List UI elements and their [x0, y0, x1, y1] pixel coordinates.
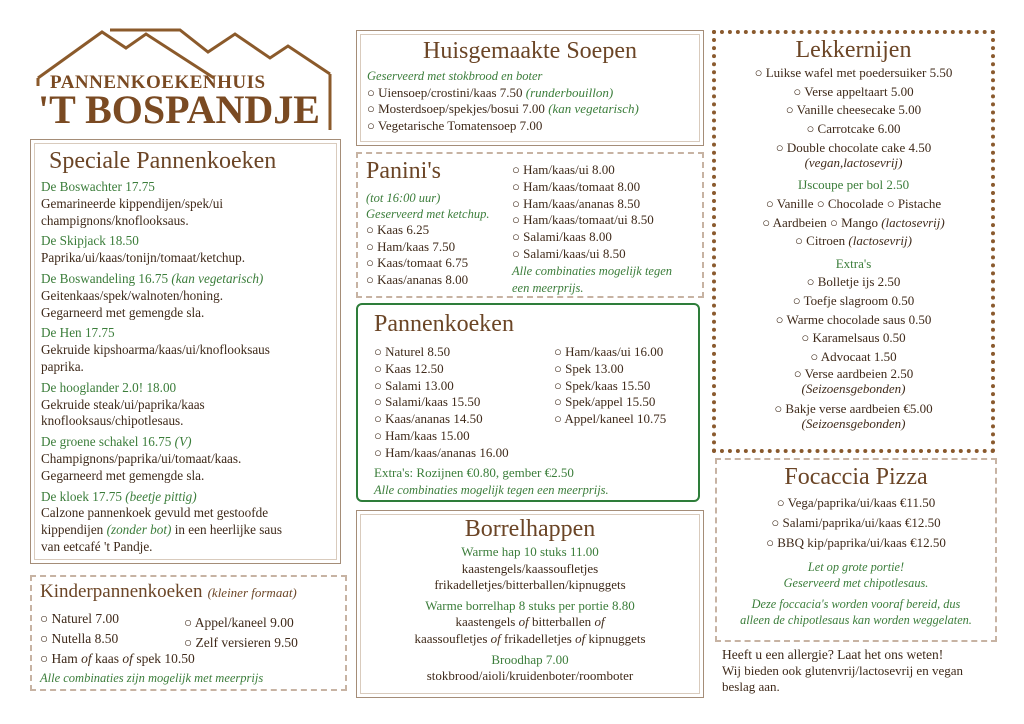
extra-item: ○ Toefje slagroom 0.50 — [792, 292, 915, 308]
dessert-item: ○ Luikse wafel met poedersuiker 5.50 — [754, 65, 953, 80]
kinder-item: ○ Appel/kaneel 9.00 — [184, 615, 294, 630]
item-note: (V) — [174, 434, 192, 450]
item-desc: paprika. — [41, 358, 84, 374]
pannenkoeken-footer: Alle combinaties mogelijk tegen een meerprijs. — [374, 483, 609, 497]
ijs-line: ○ Vanille ○ Chocolade ○ Pistache — [765, 195, 942, 211]
special-kloek — [41, 489, 330, 556]
focaccia-title: Focaccia Pizza — [784, 464, 928, 490]
extra-item: ○ Karamelsaus 0.50 — [801, 330, 906, 346]
pannenkoek-item: ○ Salami 13.00 — [374, 377, 454, 393]
paninis-sub1: (tot 16:00 uur) — [366, 191, 441, 205]
item-desc: champignons/knoflooksaus. — [41, 212, 189, 228]
kinder-panel — [30, 575, 347, 691]
item-name: De groene schakel 16.75 — [41, 434, 172, 450]
soep-item: ○ Vegetarische Tomatensoep 7.00 — [367, 117, 543, 133]
focaccia-note: Let op grote portie! — [807, 560, 905, 574]
lekkernijen-panel — [712, 30, 995, 453]
soep-item: ○ Uiensoep/crostini/kaas 7.50 (runderbouillon) — [367, 84, 614, 100]
extras-title: Extra's — [835, 255, 872, 271]
dessert-item: ○ Carrotcake 6.00 — [806, 120, 901, 136]
logo-line2: 'T BOSPANDJE — [38, 87, 320, 132]
panini-item: ○ Ham/kaas 7.50 — [366, 238, 456, 254]
pannenkoek-item: ○ Naturel 8.50 — [374, 344, 451, 359]
special-boswandeling — [41, 271, 330, 321]
borrel-line: stokbrood/aioli/kruidenboter/roomboter — [426, 668, 634, 684]
pannenkoeken-panel — [356, 303, 700, 502]
pannenkoeken-extras: Extra's: Rozijnen €0.80, gember €2.50 — [374, 465, 574, 480]
borrel-line: kaassoufletjes of frikadelletjes of kipnuggets — [414, 630, 646, 646]
borrel-panel — [356, 510, 704, 698]
ijs-line: ○ Citroen (lactosevrij) — [795, 233, 912, 249]
item-desc: Geitenkaas/spek/walnoten/honing. — [41, 287, 224, 303]
panini-item: ○ Salami/kaas 8.00 — [512, 229, 612, 245]
allergie-line: Wij bieden ook glutenvrij/lactosevrij en vegan — [722, 663, 963, 678]
logo — [30, 26, 335, 134]
kinder-item: ○ Nutella 8.50 — [40, 630, 119, 646]
extra-item: ○ Bakje verse aardbeien €5.00 — [774, 401, 933, 417]
speciale-title: Speciale Pannenkoeken — [49, 148, 277, 174]
item-name: De Boswandeling 16.75 — [41, 270, 169, 286]
speciale-list — [41, 179, 330, 556]
item-desc: Paprika/ui/kaas/tonijn/tomaat/ketchup. — [41, 250, 245, 266]
extra-item: ○ Advocaat 1.50 — [810, 348, 897, 364]
seizoen-note: (Seizoensgebonden) — [801, 416, 906, 432]
pannenkoek-item: ○ Spek/appel 15.50 — [554, 394, 656, 410]
kinder-ham: ○ Ham of kaas of spek 10.50 — [40, 651, 195, 666]
item-desc: Calzone pannenkoek gevuld met gestoofde — [41, 505, 269, 521]
focaccia-item: ○ Salami/paprika/ui/kaas €12.50 — [771, 515, 941, 530]
borrel-title: Borrelhappen — [464, 516, 596, 542]
panini-item: ○ Ham/kaas/tomaat 8.00 — [512, 178, 641, 194]
paninis-title: Panini's — [366, 158, 441, 184]
kinder-title: Kinderpannenkoeken — [40, 581, 203, 602]
allergie-note — [722, 647, 1002, 695]
extra-item: ○ Verse aardbeien 2.50 — [793, 366, 914, 382]
paninis-footer: Alle combinaties mogelijk tegen — [512, 263, 673, 278]
soepen-panel — [356, 30, 704, 146]
borrel-group-title: Warme hap 10 stuks 11.00 — [461, 544, 599, 559]
pannenkoek-item: ○ Spek/kaas 15.50 — [554, 377, 651, 393]
allergie-line: beslag aan. — [722, 679, 780, 694]
pannenkoek-item: ○ Kaas/ananas 14.50 — [374, 411, 483, 427]
item-desc: Champignons/paprika/ui/tomaat/kaas. — [41, 450, 242, 466]
focaccia-note: Deze foccacia's worden vooraf bereid, dus — [751, 597, 961, 611]
item-desc: in een heerlijke saus — [174, 522, 282, 538]
item-desc: Gekruide steak/ui/paprika/kaas — [41, 396, 205, 412]
focaccia-item: ○ Vega/paprika/ui/kaas €11.50 — [776, 495, 936, 510]
item-desc: knoflooksaus/chipotlesaus. — [41, 413, 184, 429]
extra-item: ○ Bolletje ijs 2.50 — [806, 274, 901, 290]
logo-line1: PANNENKOEKENHUIS — [50, 72, 266, 93]
panini-item: ○ Salami/kaas/ui 8.50 — [512, 245, 626, 261]
soepen-subtitle: Geserveerd met stokbrood en boter — [367, 69, 543, 83]
panini-item: ○ Ham/kaas/ananas 8.50 — [512, 195, 641, 211]
paninis-panel — [356, 152, 704, 298]
borrel-line: frikadelletjes/bitterballen/kipnuggets — [434, 577, 626, 593]
dessert-note: (vegan,lactosevrij) — [804, 155, 903, 171]
panini-item: ○ Ham/kaas/ui 8.00 — [512, 162, 615, 177]
ijs-line: ○ Aardbeien ○ Mango (lactosevrij) — [762, 214, 945, 230]
speciale-panel — [30, 139, 341, 564]
item-desc: Gegarneerd met gemengde sla. — [41, 467, 205, 483]
soepen-title: Huisgemaakte Soepen — [423, 38, 637, 64]
item-name: De kloek 17.75 — [41, 488, 122, 504]
item-desc: Gekruide kipshoarma/kaas/ui/knoflooksaus — [41, 342, 270, 358]
focaccia-panel — [715, 458, 997, 642]
special-boswachter — [41, 179, 330, 229]
pannenkoek-item: ○ Kaas 12.50 — [374, 360, 444, 376]
item-desc: Gemarineerde kippendijen/spek/ui — [41, 195, 223, 211]
pannenkoek-item: ○ Ham/kaas/ui 16.00 — [554, 344, 664, 359]
panini-item: ○ Kaas 6.25 — [366, 222, 430, 237]
borrel-line: kaastengels of bitterballen of — [455, 614, 605, 630]
item-desc: Gegarneerd met gemengde sla. — [41, 304, 205, 320]
item-name: De Boswachter 17.75 — [41, 179, 155, 194]
focaccia-note: Geserveerd met chipotlesaus. — [783, 576, 929, 590]
item-name: De Hen 17.75 — [41, 325, 115, 341]
extra-item: ○ Warme chocolade saus 0.50 — [775, 311, 932, 327]
kinder-item: ○ Naturel 7.00 — [40, 611, 120, 626]
borrel-line: kaastengels/kaassoufletjes — [461, 560, 599, 576]
borrel-group-title: Broodhap 7.00 — [491, 651, 569, 667]
item-desc-note: (zonder bot) — [106, 522, 172, 538]
item-desc: kippendijen — [41, 522, 104, 538]
lekkernijen-title: Lekkernijen — [795, 37, 912, 63]
soep-item: ○ Mosterdsoep/spekjes/bosui 7.00 (kan vegetarisch) — [367, 101, 639, 116]
seizoen-note: (Seizoensgebonden) — [801, 381, 906, 397]
panini-item: ○ Kaas/ananas 8.00 — [366, 272, 469, 288]
special-hooglander — [41, 380, 330, 430]
special-skipjack — [41, 233, 330, 267]
paninis-sub2: Geserveerd met ketchup. — [366, 207, 490, 221]
item-name: De Skipjack 18.50 — [41, 233, 139, 249]
kinder-item: ○ Zelf versieren 9.50 — [184, 634, 298, 650]
pannenkoek-item: ○ Salami/kaas 15.50 — [374, 394, 481, 410]
dessert-item: ○ Double chocolate cake 4.50 — [775, 140, 932, 156]
pannenkoeken-title: Pannenkoeken — [374, 311, 514, 337]
special-groene-schakel — [41, 434, 330, 484]
allergie-line: Heeft u een allergie? Laat het ons weten! — [722, 647, 944, 662]
item-note: (beetje pittig) — [125, 488, 197, 504]
special-hen — [41, 325, 330, 375]
item-name: De hooglander 2.0! 18.00 — [41, 379, 177, 395]
dessert-item: ○ Verse appeltaart 5.00 — [793, 83, 914, 99]
pannenkoek-item: ○ Ham/kaas/ananas 16.00 — [374, 444, 509, 460]
panini-item: ○ Kaas/tomaat 6.75 — [366, 255, 469, 271]
pannenkoek-item: ○ Appel/kaneel 10.75 — [554, 411, 667, 427]
kinder-footer: Alle combinaties zijn mogelijk met meerprijs — [40, 671, 264, 685]
dessert-item: ○ Vanille cheesecake 5.00 — [785, 102, 922, 118]
ijs-title: IJscoupe per bol 2.50 — [797, 177, 910, 193]
paninis-footer: een meerprijs. — [512, 280, 584, 295]
focaccia-item: ○ BBQ kip/paprika/ui/kaas €12.50 — [766, 535, 946, 550]
item-note: (kan vegetarisch) — [171, 270, 264, 286]
kinder-note: (kleiner formaat) — [207, 585, 297, 600]
borrel-group-title: Warme borrelhap 8 stuks per portie 8.80 — [425, 597, 635, 613]
pannenkoek-item: ○ Spek 13.00 — [554, 360, 624, 376]
pannenkoek-item: ○ Ham/kaas 15.00 — [374, 427, 470, 443]
focaccia-note: alleen de chipotlesaus kan worden weggelaten. — [740, 613, 972, 627]
item-desc: van eetcafé 't Pandje. — [41, 538, 153, 554]
panini-item: ○ Ham/kaas/tomaat/ui 8.50 — [512, 212, 654, 228]
